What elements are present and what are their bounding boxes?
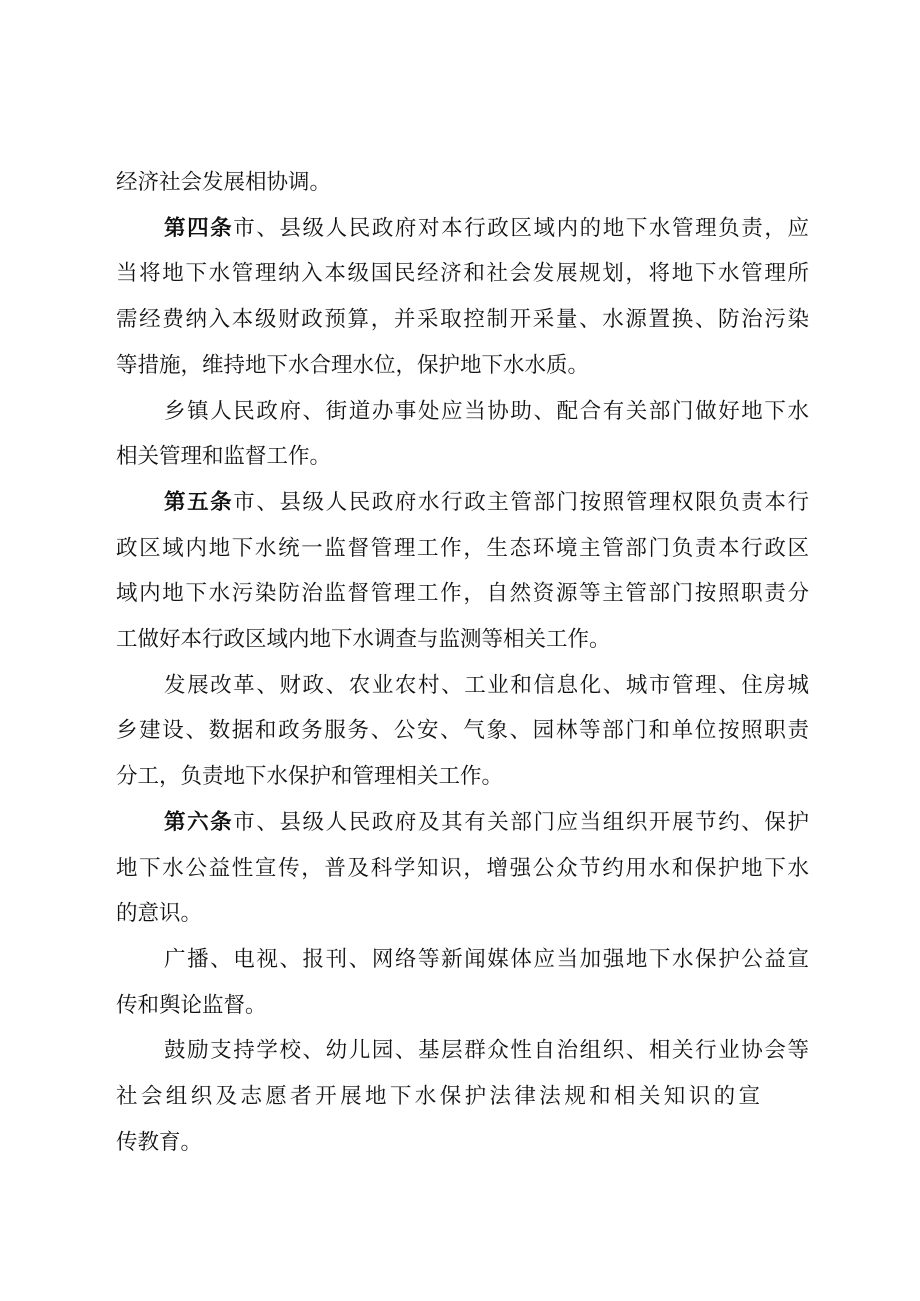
text-line [116, 989, 809, 1023]
line-text: 地下水公益性宣传，普及科学知识，增强公众节约用水和保护地下水 [116, 856, 809, 881]
line-text: 相关管理和监督工作。 [116, 444, 332, 469]
line-text: 广播、电视、报刊、网络等新闻媒体应当加强地下水保护公益宣 [164, 947, 809, 972]
line-text: 分工，负责地下水保护和管理相关工作。 [116, 764, 504, 789]
paragraph-first-line [164, 1034, 809, 1068]
article-number: 第五条 [164, 490, 234, 515]
article-heading-line [164, 486, 809, 520]
text-line [116, 714, 809, 748]
article-heading-line [164, 806, 809, 840]
article-number: 第四条 [164, 216, 234, 241]
line-text: 需经费纳入本级财政预算，并采取控制开采量、水源置换、防治污染 [116, 307, 809, 332]
article-heading-line [164, 212, 809, 246]
line-text: 传教育。 [116, 1130, 203, 1155]
line-text: 社会组织及志愿者开展地下水保护法律法规和相关知识的宣 [116, 1084, 764, 1109]
line-text: 市、县级人民政府水行政主管部门按照管理权限负责本行 [233, 490, 809, 515]
text-line [116, 760, 809, 794]
paragraph-first-line [164, 669, 809, 703]
text-line [116, 440, 809, 474]
text-line [116, 623, 809, 657]
line-text: 发展改革、财政、农业农村、工业和信息化、城市管理、住房城 [164, 673, 809, 698]
line-text: 等措施，维持地下水合理水位，保护地下水水质。 [116, 353, 590, 378]
text-line [116, 852, 809, 886]
line-text: 鼓励支持学校、幼儿园、基层群众性自治组织、相关行业协会等 [164, 1038, 809, 1063]
line-text: 经济社会发展相协调。 [116, 170, 332, 195]
line-text: 当将地下水管理纳入本级国民经济和社会发展规划，将地下水管理所 [116, 261, 809, 286]
text-line [116, 1126, 809, 1160]
line-text: 乡镇人民政府、街道办事处应当协助、配合有关部门做好地下水 [164, 399, 809, 424]
text-line [116, 897, 809, 931]
line-text: 工做好本行政区域内地下水调查与监测等相关工作。 [116, 627, 611, 652]
paragraph-first-line [164, 395, 809, 429]
paragraph-first-line [164, 943, 809, 977]
line-text: 政区域内地下水统一监督管理工作，生态环境主管部门负责本行政区 [116, 536, 809, 561]
text-line [116, 303, 809, 337]
text-line [116, 532, 809, 566]
line-text: 市、县级人民政府对本行政区域内的地下水管理负责，应 [233, 216, 809, 241]
text-line [116, 349, 809, 383]
text-line [116, 166, 809, 200]
line-text: 的意识。 [116, 901, 203, 926]
text-line [116, 257, 809, 291]
line-text: 乡建设、数据和政务服务、公安、气象、园林等部门和单位按照职责 [116, 718, 809, 743]
line-text: 域内地下水污染防治监督管理工作，自然资源等主管部门按照职责分 [116, 581, 809, 606]
text-line [116, 577, 809, 611]
text-line [116, 1080, 809, 1114]
article-number: 第六条 [164, 810, 234, 835]
line-text: 市、县级人民政府及其有关部门应当组织开展节约、保护 [233, 810, 809, 835]
line-text: 传和舆论监督。 [116, 993, 267, 1018]
